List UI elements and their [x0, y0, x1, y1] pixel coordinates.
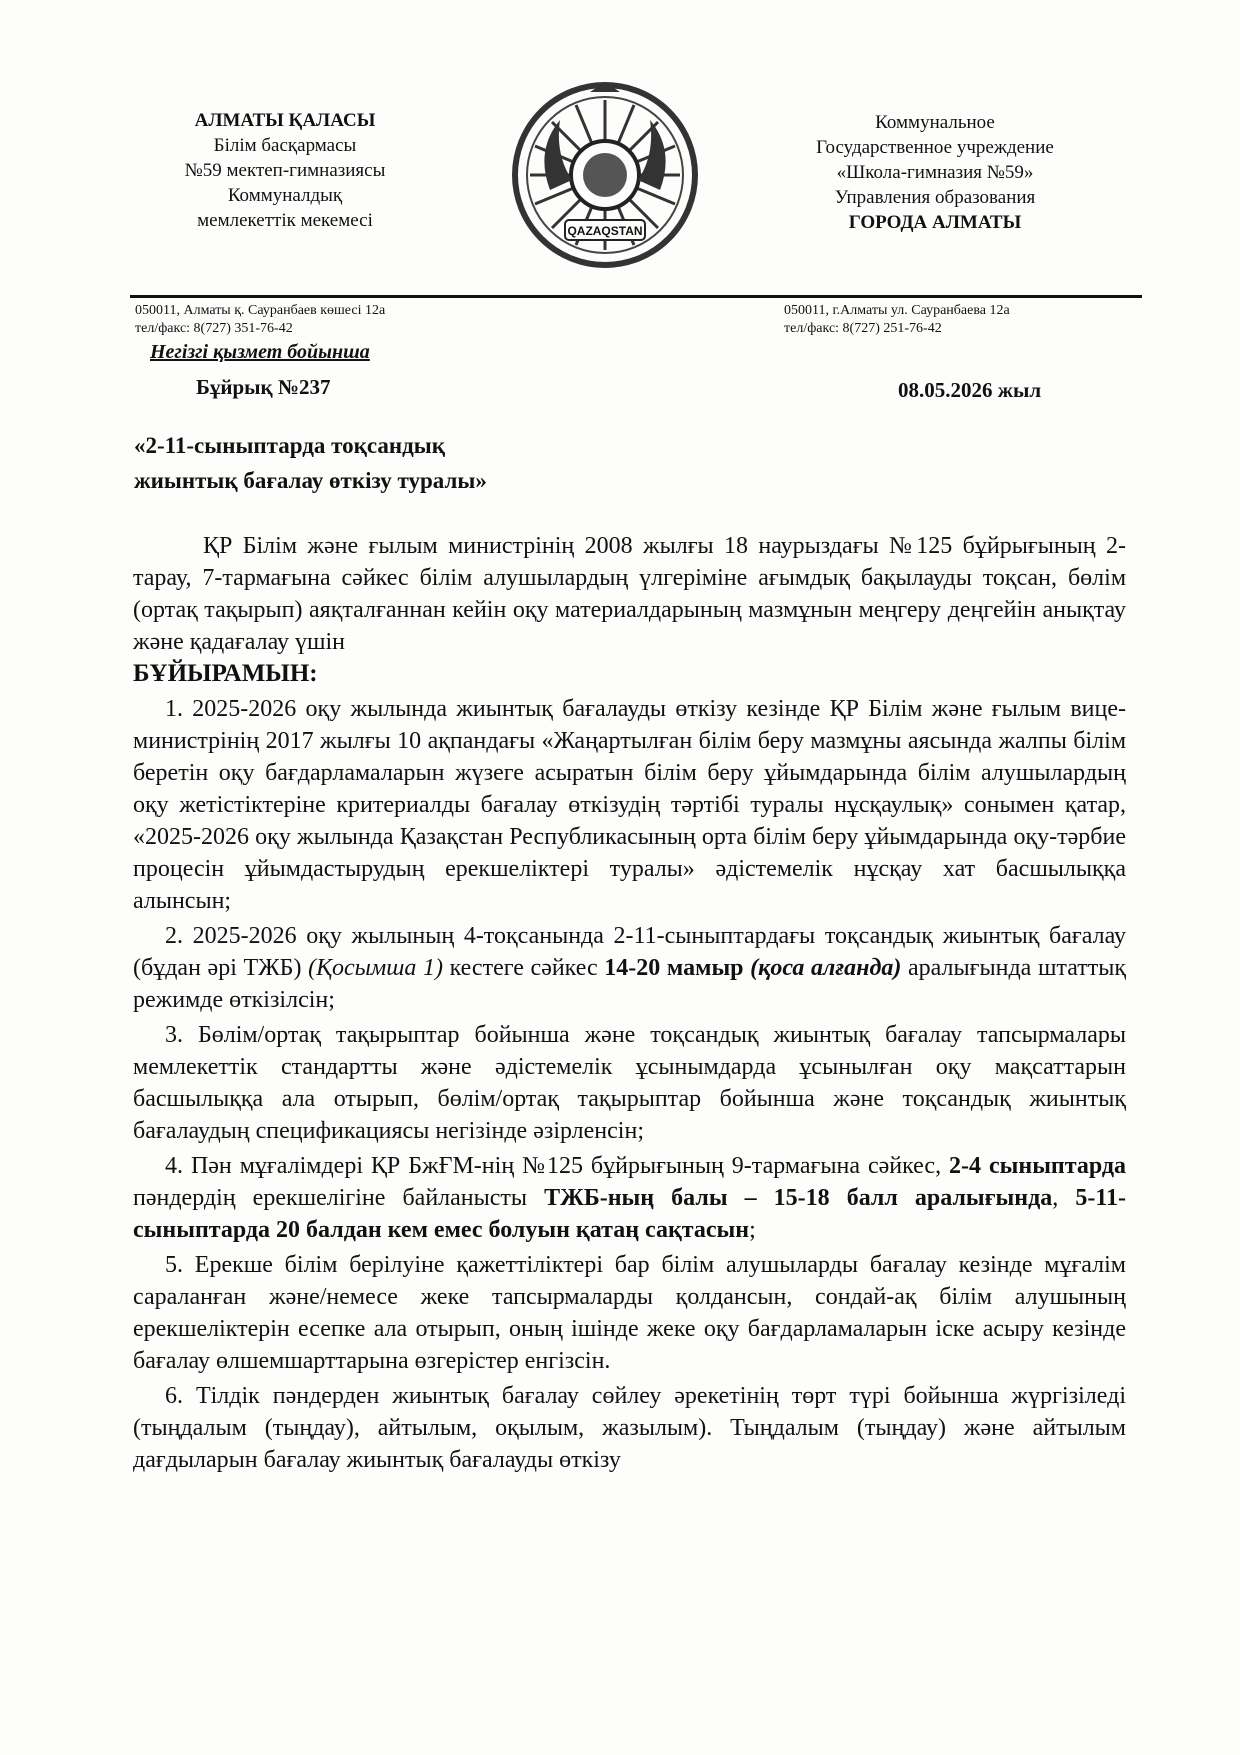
header-left-school: №59 мектеп-гимназиясы	[184, 160, 386, 181]
header-left-city: АЛМАТЫ ҚАЛАСЫ	[194, 110, 376, 131]
kazakhstan-emblem-icon	[510, 80, 700, 270]
item-4-score-range: ТЖБ-ның балы – 15-18 балл аралығында	[544, 1185, 1053, 1211]
order-item-1: 1. 2025-2026 оқу жылында жиынтық бағалауды өткізу кезінде ҚР Білім және ғылым вице-министрінің 2017 жылғы 10 ақпандағы «Жаңартылған білім беру мазмұны аясында жалпы білім беретін оқу бағдарламаларын жүзеге асыратын білім беру ұйымдарында білім алушылардың оқу жетістіктеріне критериалды бағалау өткізудің тәртібі туралы нұсқаулық» сонымен қатар, «2025-2026 оқу жылында Қазақстан Республикасының орта білім беру ұйымдарында оқу-тәрбие процесін ұйымдастырудың ерекшеліктері туралы» әдістемелік нұсқау хат басшылыққа алынсын;	[133, 696, 1126, 914]
item-4-end: ;	[749, 1217, 756, 1243]
header-left-type: Коммуналдық	[227, 185, 343, 206]
address-right-street: 050011, г.Алматы ул. Сауранбаева 12а	[784, 303, 1010, 318]
item-4-grades: 2-4 сыныптарда	[949, 1153, 1127, 1179]
item-2-text-2: кестеге сәйкес	[442, 955, 605, 981]
header-right-city: ГОРОДА АЛМАТЫ	[848, 212, 1022, 233]
item-4-comma: ,	[1052, 1185, 1076, 1211]
header-left-dept: Білім басқармасы	[213, 135, 357, 156]
header-divider	[130, 295, 1142, 298]
header-right-type: Коммунальное	[875, 112, 995, 133]
item-4-min-score: 5-11-сыныптарда 20 балдан кем емес болуын қатаң сақтасын	[133, 1185, 1127, 1243]
order-item-6: 6. Тілдік пәндерден жиынтық бағалау сөйлеу әрекетінің төрт түрі бойынша жүргізіледі (тыңдалым (тыңдау), айтылым, оқылым, жазылым). Тыңдалым (тыңдау) және айтылым дағдыларын бағалау жиынтық бағалауды өткізу	[133, 1383, 1126, 1473]
address-right-phone: тел/факс: 8(727) 251-76-42	[784, 321, 942, 336]
basis-label: Негізгі қызмет бойынша	[150, 341, 370, 363]
address-left-phone: тел/факс: 8(727) 351-76-42	[135, 321, 293, 336]
address-left-street: 050011, Алматы қ. Сауранбаев көшесі 12а	[135, 303, 386, 318]
header-right-dept: Управления образования	[834, 187, 1036, 208]
emblem-text: QAZAQSTAN	[567, 224, 643, 238]
title-line-1: «2-11-сыныптарда тоқсандық	[134, 433, 445, 458]
order-item-3: 3. Бөлім/ортақ тақырыптар бойынша және тоқсандық жиынтық бағалау тапсырмалары мемлекеттік стандартты және әдістемелік ұсынымдарда ұсынылған оқу мақсаттарын басшылыққа ала отырып, бөлім/ортақ тақырыптар бойынша және тоқсандық жиынтық бағалаудың спецификациясы негізінде әзірленсін;	[133, 1022, 1126, 1144]
intro-paragraph: ҚР Білім және ғылым министрінің 2008 жылғы 18 наурыздағы №125 бұйрығының 2-тарау, 7-тармағына сәйкес білім алушылардың үлгеріміне ағымдық бақылауды тоқсан, бөлім (ортақ тақырып) аяқталғаннан кейін оқу материалдарының мазмұнын меңгеру деңгейін анықтау және қадағалау үшін	[133, 533, 1126, 655]
item-2-text-3: аралығында штаттық режимде өткізілсін;	[133, 955, 1127, 1013]
header-right-russian	[770, 110, 1100, 235]
item-4-text: 4. Пән мұғалімдері ҚР БжҒМ-нің №125 бұйрығының 9-тармағына сәйкес,	[165, 1153, 950, 1179]
header-left-org: мемлекеттік мекемесі	[197, 210, 373, 231]
header-left-kazakh	[120, 108, 450, 233]
header-right-school: «Школа-гимназия №59»	[836, 162, 1034, 183]
order-item-5: 5. Ерекше білім берілуіне қажеттіліктері бар білім алушыларды бағалау кезінде мұғалім сараланған және/немесе жеке тапсырмаларды қолдансын, сондай-ақ білім алушының ерекшеліктерін есепке ала отырып, оның ішінде жеке оқу бағдарламаларын іске асыру кезінде бағалау өлшемшарттарына өзгерістер енгізсін.	[133, 1252, 1126, 1374]
item-2-text: 2. 2025-2026 оқу жылының 4-тоқсанында 2-11-сыныптардағы тоқсандық жиынтық бағалау (бұдан әрі ТЖБ)	[133, 923, 1126, 981]
document-body	[133, 530, 1126, 1476]
order-item-2	[133, 920, 1126, 1016]
item-2-appendix-ref: (Қосымша 1)	[308, 955, 443, 981]
title-line-2: жиынтық бағалау өткізу туралы»	[134, 468, 487, 493]
order-date: 08.05.2026 жыл	[898, 378, 1042, 402]
address-left	[135, 302, 385, 338]
order-number: Бұйрық №237	[196, 375, 331, 399]
order-item-4	[133, 1150, 1126, 1246]
item-2-dates: 14-20 мамыр	[604, 955, 744, 981]
item-4-text-2: пәндердің ерекшелігіне байланысты	[133, 1185, 545, 1211]
item-2-inclusive: (қоса алғанда)	[750, 955, 902, 981]
document-title	[134, 428, 734, 498]
decree-heading: БҰЙЫРАМЫН:	[133, 660, 318, 687]
address-right	[784, 302, 1010, 338]
header-right-org: Государственное учреждение	[816, 137, 1054, 158]
